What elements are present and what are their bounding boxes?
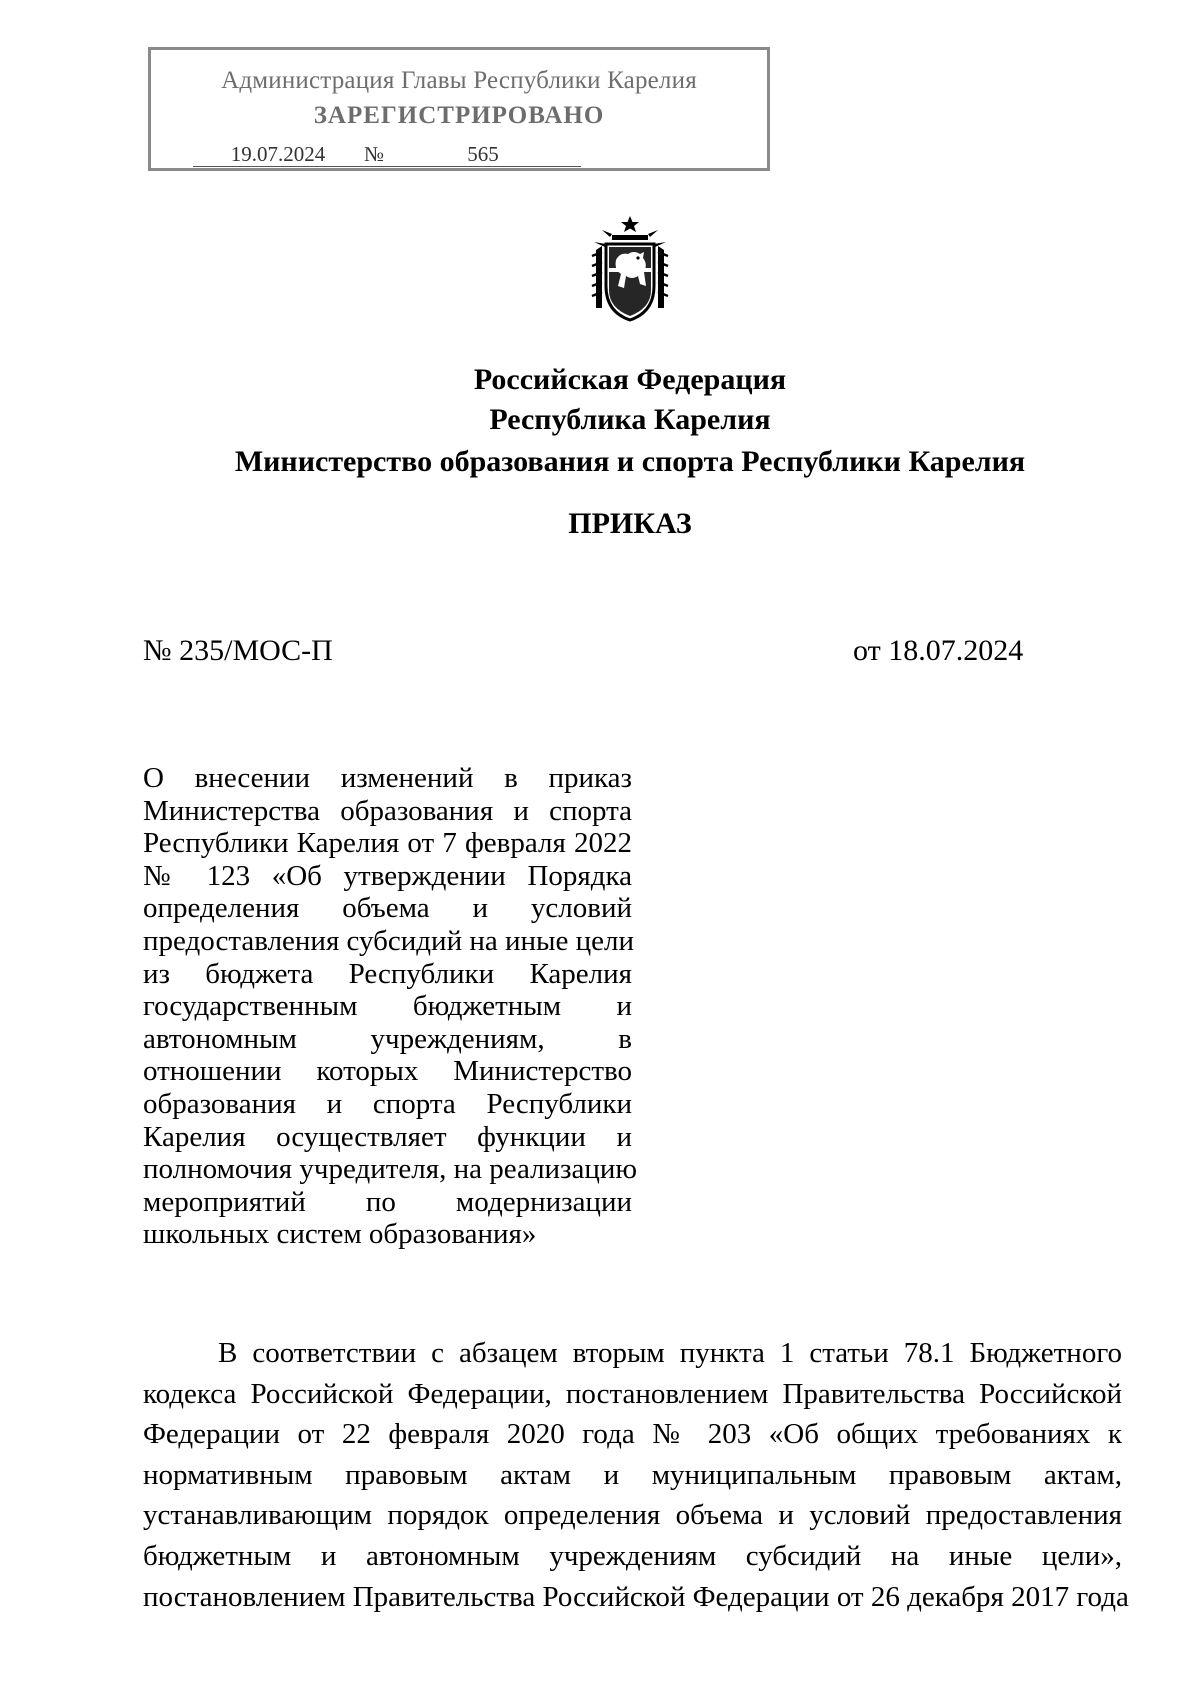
region-heading: Республика Карелия (489, 403, 771, 436)
body-line: Федерации от 22 февраля 2020 года № 203 «Об общих требованиях к (143, 1418, 1122, 1451)
stamp-number-sign: № (364, 142, 385, 166)
body-line: бюджетным и автономным учреждениям субсидий на иные цели», (143, 1539, 1122, 1572)
order-subject (143, 762, 638, 1251)
stamp-registration-line (193, 142, 581, 167)
country-heading: Российская Федерация (473, 363, 787, 396)
subject-line: автономным учреждениям, в (143, 1022, 632, 1055)
subject-line: мероприятий по модернизации (143, 1185, 632, 1218)
subject-line: образования и спорта Республики (143, 1087, 632, 1120)
stamp-authority: Администрация Главы Республики Карелия (221, 67, 697, 94)
subject-line: Республики Карелия от 7 февраля 2022 (143, 827, 632, 860)
body-line: постановлением Правительства Российской Федерации от 26 декабря 2017 года (143, 1580, 1129, 1613)
order-date: от 18.07.2024 (853, 634, 1024, 667)
subject-line: государственным бюджетным и (143, 990, 632, 1023)
stamp-number: 565 (385, 142, 581, 167)
body-line: В соответствии с абзацем вторым пункта 1 статьи 78.1 Бюджетного (218, 1337, 1122, 1369)
subject-line: отношении которых Министерство (143, 1055, 632, 1088)
subject-line: Карелия осуществляет функции и (143, 1120, 632, 1153)
registration-stamp (148, 47, 770, 171)
document-type-title: ПРИКАЗ (568, 507, 692, 540)
stamp-registered: ЗАРЕГИСТРИРОВАНО (313, 102, 605, 129)
subject-line: О внесении изменений в приказ (143, 762, 632, 794)
order-number: № 235/МОС-П (143, 634, 333, 667)
karelia-coat-of-arms-icon (588, 216, 672, 324)
subject-line: полномочия учредителя, на реализацию (143, 1153, 638, 1186)
body-line: кодекса Российской Федерации, постановлением Правительства Российской (143, 1377, 1122, 1410)
stamp-date: 19.07.2024 (193, 142, 363, 167)
subject-line: определения объема и условий (143, 892, 632, 925)
subject-line: из бюджета Республики Карелия (143, 957, 632, 990)
subject-line: школьных систем образования» (143, 1218, 537, 1251)
subject-line: № 123 «Об утверждении Порядка (143, 859, 632, 892)
body-line: устанавливающим порядок определения объема и условий предоставления (143, 1499, 1122, 1532)
order-body-paragraph (143, 1333, 1129, 1617)
ministry-heading: Министерство образования и спорта Республики Карелия (234, 445, 1026, 478)
body-line: нормативным правовым актам и муниципальным правовым актам, (143, 1458, 1122, 1491)
subject-line: предоставления субсидий на иные цели (143, 924, 635, 957)
subject-line: Министерства образования и спорта (143, 794, 632, 827)
